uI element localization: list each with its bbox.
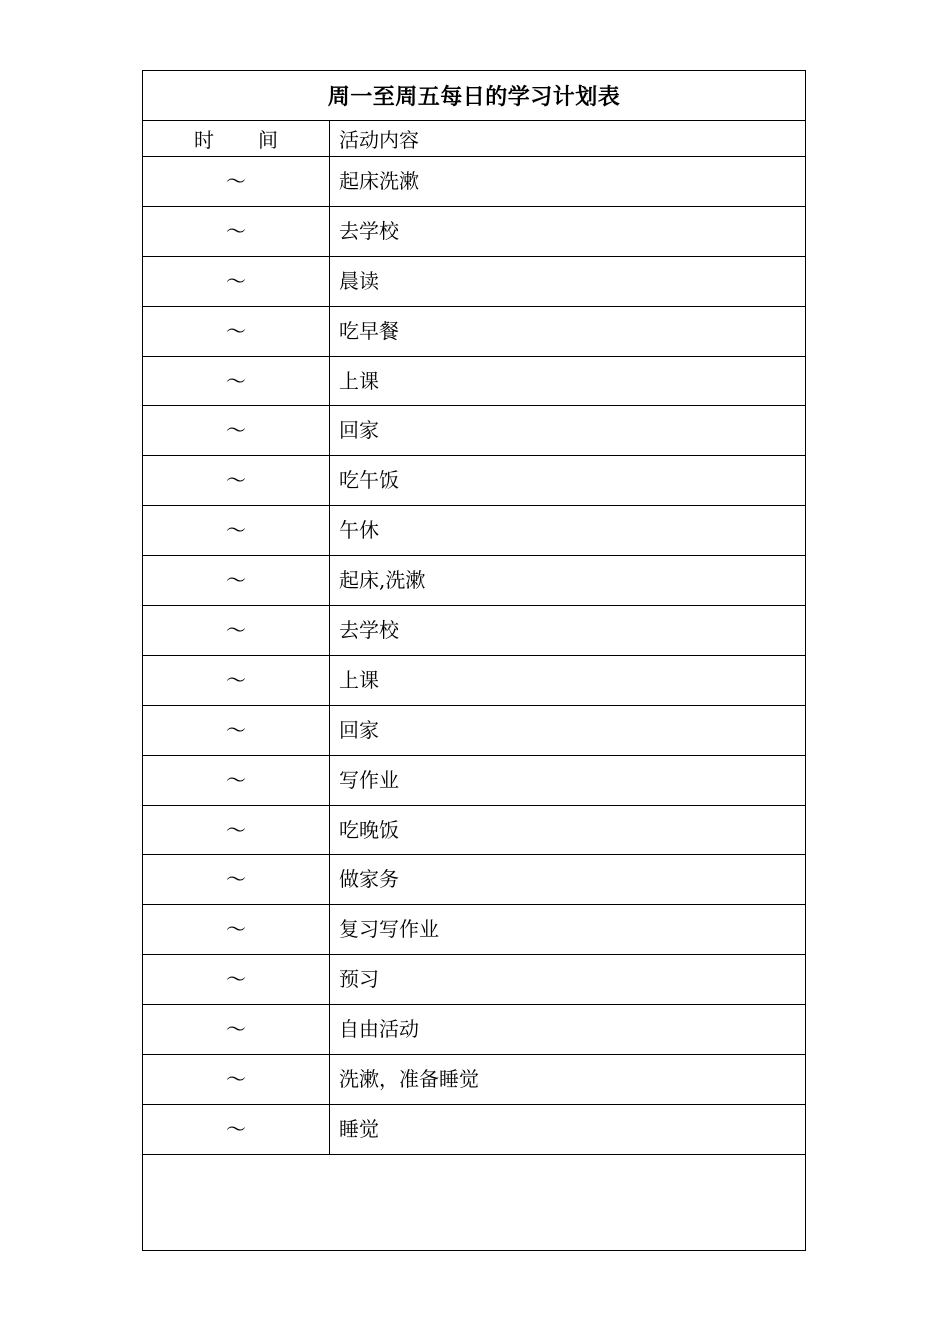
- table-row: [143, 357, 805, 407]
- activity-cell: 上课: [339, 368, 379, 393]
- activity-cell: 自由活动: [339, 1017, 419, 1042]
- table-row: [143, 207, 805, 257]
- time-cell: ～: [143, 606, 330, 655]
- table-row: [143, 905, 805, 955]
- activity-cell: 回家: [339, 717, 379, 742]
- activity-cell: 回家: [339, 418, 379, 443]
- table-row: [143, 1055, 805, 1105]
- activity-cell: 吃晚饭: [339, 817, 399, 842]
- table-row: [143, 157, 805, 207]
- header-time: [143, 121, 330, 156]
- table-title-row: [143, 71, 805, 121]
- table-row: [143, 855, 805, 905]
- activity-cell: 洗漱，准备睡觉: [339, 1067, 479, 1092]
- time-cell: ～: [143, 456, 330, 505]
- time-cell: ～: [143, 257, 330, 306]
- page-title: 周一至周五每日的学习计划表: [327, 84, 621, 110]
- table-row: [143, 456, 805, 506]
- time-cell: ～: [143, 1105, 330, 1154]
- activity-cell: 去学校: [339, 618, 399, 643]
- header-time-char-1: 时: [194, 128, 214, 152]
- time-cell: ～: [143, 806, 330, 855]
- activity-cell: 吃早餐: [339, 318, 399, 343]
- time-cell: ～: [143, 556, 330, 605]
- table-row: [143, 307, 805, 357]
- table-row: [143, 506, 805, 556]
- schedule-table: [142, 70, 806, 1251]
- activity-cell: 吃午饭: [339, 468, 399, 493]
- activity-cell: 午休: [339, 518, 379, 543]
- table-footer-empty: [143, 1155, 805, 1250]
- time-cell: ～: [143, 406, 330, 455]
- table-row: [143, 406, 805, 456]
- time-cell: ～: [143, 307, 330, 356]
- header-time-char-2: 间: [258, 128, 278, 152]
- table-body: [143, 157, 805, 1155]
- activity-cell: 写作业: [339, 767, 399, 792]
- activity-cell: 去学校: [339, 218, 399, 243]
- table-row: [143, 257, 805, 307]
- time-cell: ～: [143, 1005, 330, 1054]
- header-activity: [330, 121, 805, 156]
- table-row: [143, 1005, 805, 1055]
- table-row: [143, 955, 805, 1005]
- activity-cell: 起床洗漱: [339, 169, 419, 193]
- table-header-row: [143, 121, 805, 157]
- header-activity-label: 活动内容: [339, 128, 419, 152]
- time-cell: ～: [143, 157, 330, 206]
- activity-cell: 睡觉: [339, 1116, 379, 1141]
- time-cell: ～: [143, 955, 330, 1004]
- time-cell: ～: [143, 357, 330, 406]
- time-cell: ～: [143, 1055, 330, 1104]
- time-cell: ～: [143, 706, 330, 755]
- activity-cell: 做家务: [339, 867, 399, 892]
- table-row: [143, 556, 805, 606]
- table-row: [143, 806, 805, 856]
- time-cell: ～: [143, 656, 330, 705]
- activity-cell: 复习写作业: [339, 917, 439, 942]
- table-row: [143, 1105, 805, 1155]
- table-row: [143, 706, 805, 756]
- time-cell: ～: [143, 905, 330, 954]
- activity-cell: 晨读: [339, 268, 379, 293]
- activity-cell: 上课: [339, 667, 379, 692]
- table-row: [143, 606, 805, 656]
- table-row: [143, 656, 805, 706]
- time-cell: ～: [143, 506, 330, 555]
- time-cell: ～: [143, 756, 330, 805]
- activity-cell: 预习: [339, 967, 379, 992]
- time-cell: ～: [143, 855, 330, 904]
- time-cell: ～: [143, 207, 330, 256]
- table-row: [143, 756, 805, 806]
- activity-cell: 起床,洗漱: [339, 568, 426, 593]
